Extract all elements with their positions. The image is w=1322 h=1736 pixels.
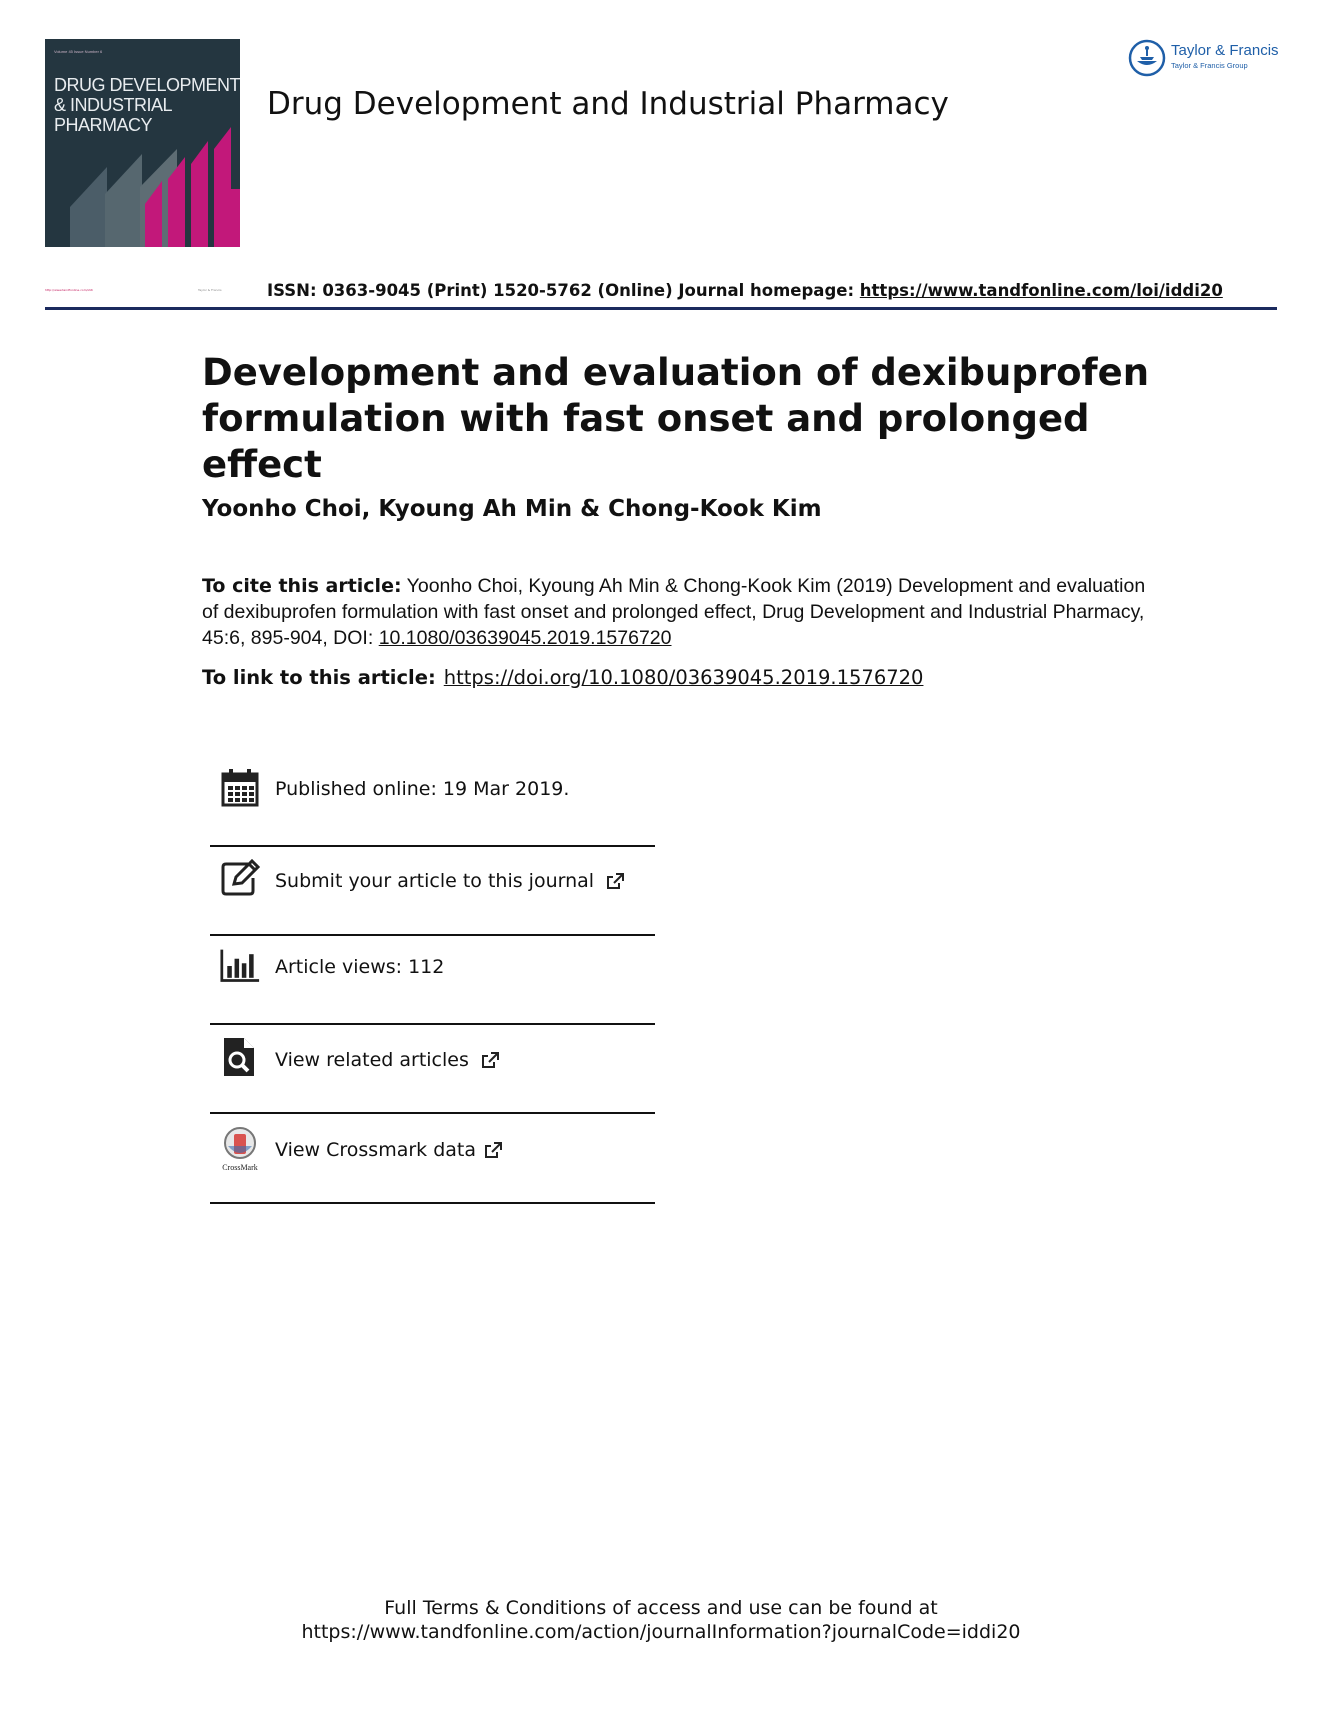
submit-article-link[interactable] bbox=[275, 870, 624, 892]
article-title-line: formulation with fast onset and prolonged effect bbox=[202, 397, 1090, 486]
cover-title bbox=[54, 75, 239, 135]
external-link-icon bbox=[484, 1142, 502, 1160]
cover-stripes-graphic bbox=[45, 39, 240, 247]
article-link-label: To link to this article: bbox=[202, 666, 436, 689]
crossmark-label: View Crossmark data bbox=[275, 1139, 477, 1161]
published-online-text: Published online: 19 Mar 2019. bbox=[275, 778, 570, 800]
related-row[interactable] bbox=[210, 1037, 655, 1081]
article-title bbox=[202, 350, 1152, 488]
article-authors: Yoonho Choi, Kyoung Ah Min & Chong-Kook Kim bbox=[202, 496, 822, 522]
crossmark-icon bbox=[218, 1126, 262, 1172]
header-divider bbox=[45, 307, 1277, 310]
submit-article-label: Submit your article to this journal bbox=[275, 870, 595, 892]
crossmark-link[interactable] bbox=[275, 1139, 502, 1161]
calendar-icon bbox=[220, 768, 260, 808]
journal-title: Drug Development and Industrial Pharmacy bbox=[267, 86, 949, 122]
publisher-logo-icon bbox=[1128, 39, 1166, 77]
citation-doi-link[interactable]: 10.1080/03639045.2019.1576720 bbox=[378, 627, 672, 649]
tiny-publisher-text: Taylor & Francis bbox=[198, 288, 222, 292]
info-divider bbox=[210, 845, 655, 847]
publisher-name: Taylor & Francis bbox=[1171, 42, 1279, 59]
cover-volume-strip: Volume 45 Issue Number 6 bbox=[54, 49, 103, 54]
tiny-url-text: http://www.tandfonline.com/iddi bbox=[45, 288, 94, 292]
citation-block bbox=[202, 573, 1152, 651]
crossmark-row[interactable] bbox=[210, 1126, 655, 1176]
publisher-group: Taylor & Francis Group bbox=[1171, 61, 1248, 70]
citation-text: Yoonho Choi, Kyoung Ah Min & Chong-Kook Kim (2019) Development and evaluation of dexibuprofen formulation with fast onset and prolonged effect, Drug Development and Industrial Pharmacy, 45:6, 895-904, DOI: bbox=[202, 575, 1146, 649]
article-doi-link[interactable]: https://doi.org/10.1080/03639045.2019.1576720 bbox=[443, 666, 924, 689]
cover-title-line: PHARMACY bbox=[54, 115, 153, 135]
terms-footer-line: Full Terms & Conditions of access and use can be found at bbox=[384, 1597, 938, 1619]
info-divider bbox=[210, 1023, 655, 1025]
cover-title-line: & INDUSTRIAL bbox=[54, 95, 173, 115]
issn-text: ISSN: 0363-9045 (Print) 1520-5762 (Online) Journal homepage: bbox=[267, 281, 860, 300]
document-search-icon bbox=[220, 1037, 260, 1077]
info-divider bbox=[210, 1112, 655, 1114]
related-articles-link[interactable] bbox=[275, 1049, 499, 1071]
publisher-logo[interactable] bbox=[1128, 39, 1288, 75]
bar-chart-icon bbox=[220, 946, 260, 986]
info-divider bbox=[210, 1202, 655, 1204]
journal-cover-image bbox=[45, 39, 240, 247]
submit-row[interactable] bbox=[210, 858, 655, 902]
edit-icon bbox=[220, 858, 260, 898]
article-link-row bbox=[202, 666, 923, 689]
views-row bbox=[210, 946, 655, 990]
citation-label: To cite this article: bbox=[202, 575, 402, 597]
article-views-text: Article views: 112 bbox=[275, 956, 445, 978]
cover-title-line: DRUG DEVELOPMENT bbox=[54, 75, 240, 95]
related-articles-label: View related articles bbox=[275, 1049, 469, 1071]
external-link-icon bbox=[606, 873, 624, 891]
published-row bbox=[210, 768, 655, 812]
info-divider bbox=[210, 934, 655, 936]
article-title-line: Development and evaluation of dexibuprofen bbox=[202, 351, 1150, 394]
terms-footer bbox=[0, 1596, 1322, 1644]
terms-footer-url[interactable]: https://www.tandfonline.com/action/journalInformation?journalCode=iddi20 bbox=[301, 1621, 1021, 1643]
issn-line bbox=[267, 281, 1223, 300]
external-link-icon bbox=[481, 1052, 499, 1070]
journal-homepage-link[interactable]: https://www.tandfonline.com/loi/iddi20 bbox=[859, 281, 1223, 300]
crossmark-logo-text: CrossMark bbox=[222, 1163, 258, 1172]
